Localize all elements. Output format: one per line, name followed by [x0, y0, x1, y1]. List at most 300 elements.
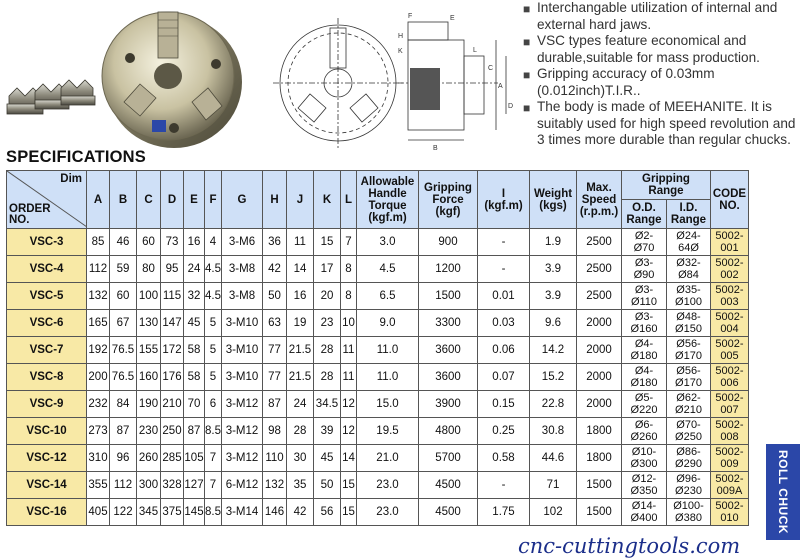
code-range-cell — [711, 418, 749, 445]
cell-force: 4500 — [419, 472, 478, 499]
cell-d: 210 — [161, 391, 184, 418]
square-bullet-icon: ■ — [523, 2, 531, 16]
cell-a: 165 — [87, 310, 110, 337]
col-header-gripping-range — [622, 171, 711, 200]
cell-weight: 15.2 — [530, 364, 577, 391]
cell-torque: 23.0 — [357, 499, 419, 526]
od-line1: Ø12- — [631, 473, 657, 485]
cell-h: 36 — [263, 229, 287, 256]
cell-l: 8 — [341, 256, 357, 283]
square-bullet-icon: ■ — [523, 35, 531, 49]
id-line1: Ø56- — [676, 338, 701, 350]
cell-k: 28 — [314, 337, 341, 364]
code-line1: 5002- — [715, 500, 744, 512]
od-range-cell — [622, 229, 667, 256]
cell-l: 14 — [341, 445, 357, 472]
cell-speed: 2000 — [577, 337, 622, 364]
order-no-cell: VSC-7 — [7, 337, 87, 364]
col-header-e: E — [184, 171, 205, 229]
table-row — [7, 229, 749, 256]
code-line1: 5002- — [715, 338, 744, 350]
cell-e: 24 — [184, 256, 205, 283]
cell-j: 19 — [287, 310, 314, 337]
cell-weight: 44.6 — [530, 445, 577, 472]
cell-force: 1500 — [419, 283, 478, 310]
cell-g: 3-M10 — [222, 310, 263, 337]
order-no-cell: VSC-12 — [7, 445, 87, 472]
code-line2: 007 — [720, 404, 739, 416]
order-no-cell: VSC-14 — [7, 472, 87, 499]
cell-g: 6-M12 — [222, 472, 263, 499]
cell-g: 3-M14 — [222, 499, 263, 526]
cell-inertia: 0.25 — [478, 418, 530, 445]
id-range-cell — [667, 256, 711, 283]
col-header-b: B — [110, 171, 137, 229]
code-range-cell — [711, 391, 749, 418]
cell-b: 122 — [110, 499, 137, 526]
cell-f: 4.5 — [205, 256, 222, 283]
dim-label-k: K — [398, 48, 403, 55]
cell-f: 7 — [205, 445, 222, 472]
cell-d: 73 — [161, 229, 184, 256]
specifications-table — [6, 170, 749, 526]
cell-c: 160 — [137, 364, 161, 391]
cell-f: 8.5 — [205, 499, 222, 526]
col-header-l: L — [341, 171, 357, 229]
cell-l: 10 — [341, 310, 357, 337]
code-line2: 009A — [716, 485, 743, 497]
cell-f: 8.5 — [205, 418, 222, 445]
id-line1: Ø96- — [676, 473, 701, 485]
order-no-cell: VSC-5 — [7, 283, 87, 310]
od-line1: Ø10- — [631, 446, 657, 458]
od-line2: Ø180 — [630, 377, 658, 389]
cell-f: 6 — [205, 391, 222, 418]
code-line2: 005 — [720, 350, 739, 362]
col-header-inertia — [478, 171, 530, 229]
feature-text: Interchangable utilization of internal and external hard jaws. — [537, 0, 778, 32]
order-no-cell: VSC-4 — [7, 256, 87, 283]
cell-speed: 2000 — [577, 364, 622, 391]
id-line1: Ø35- — [676, 284, 701, 296]
od-line2: Ø110 — [630, 296, 658, 308]
cell-e: 70 — [184, 391, 205, 418]
id-range-cell — [667, 445, 711, 472]
cell-force: 3300 — [419, 310, 478, 337]
order-no-cell: VSC-6 — [7, 310, 87, 337]
cell-j: 24 — [287, 391, 314, 418]
cell-g: 3-M8 — [222, 283, 263, 310]
cell-l: 7 — [341, 229, 357, 256]
col-header-od-range — [622, 200, 667, 229]
cell-a: 405 — [87, 499, 110, 526]
cell-h: 98 — [263, 418, 287, 445]
cell-torque: 21.0 — [357, 445, 419, 472]
cell-j: 30 — [287, 445, 314, 472]
cell-inertia: - — [478, 229, 530, 256]
code-line2: 008 — [720, 431, 739, 443]
id-line2: Ø170 — [675, 350, 702, 362]
table-row — [7, 337, 749, 364]
cell-e: 32 — [184, 283, 205, 310]
cell-d: 328 — [161, 472, 184, 499]
cell-a: 112 — [87, 256, 110, 283]
id-line1: Ø70- — [676, 419, 701, 431]
torque-line4: (kgf.m) — [368, 211, 407, 224]
code-line2: 002 — [720, 269, 739, 281]
weight-line1: Weight — [533, 187, 573, 200]
cell-l: 15 — [341, 499, 357, 526]
feature-item — [520, 33, 798, 66]
col-header-g: G — [222, 171, 263, 229]
cell-force: 3900 — [419, 391, 478, 418]
cell-j: 35 — [287, 472, 314, 499]
cell-a: 232 — [87, 391, 110, 418]
code-line1: 5002- — [715, 473, 744, 485]
code-line2: 001 — [720, 242, 739, 254]
code-range-cell — [711, 229, 749, 256]
cell-j: 16 — [287, 283, 314, 310]
cell-speed: 2000 — [577, 310, 622, 337]
cell-weight: 9.6 — [530, 310, 577, 337]
cell-j: 21.5 — [287, 337, 314, 364]
cell-inertia: 0.07 — [478, 364, 530, 391]
col-header-c: C — [137, 171, 161, 229]
cell-force: 900 — [419, 229, 478, 256]
order-no-cell: VSC-9 — [7, 391, 87, 418]
cell-k: 45 — [314, 445, 341, 472]
id-line1: Ø56- — [676, 365, 701, 377]
col-header-h: H — [263, 171, 287, 229]
od-range-cell — [622, 418, 667, 445]
speed-line2: Speed — [581, 193, 617, 206]
cell-weight: 1.9 — [530, 229, 577, 256]
id-line2: Ø100 — [675, 296, 702, 308]
od-line2: Range — [626, 214, 662, 226]
od-line2: Ø90 — [633, 269, 655, 281]
id-range-cell — [667, 229, 711, 256]
od-range-cell — [622, 256, 667, 283]
inertia-line2: (kgf.m) — [484, 199, 523, 212]
code-line1: 5002- — [715, 257, 744, 269]
code-line1: 5002- — [715, 419, 744, 431]
feature-text: Gripping accuracy of 0.03mm (0.012inch)T.I.R.. — [537, 66, 715, 98]
cell-h: 42 — [263, 256, 287, 283]
cell-force: 1200 — [419, 256, 478, 283]
table-row — [7, 283, 749, 310]
product-illustrations — [0, 0, 515, 165]
cell-c: 155 — [137, 337, 161, 364]
col-header-j: J — [287, 171, 314, 229]
code-range-cell — [711, 256, 749, 283]
specifications-title: SPECIFICATIONS — [6, 148, 147, 166]
specifications-body — [7, 229, 749, 526]
cell-weight: 14.2 — [530, 337, 577, 364]
cell-speed: 1500 — [577, 472, 622, 499]
cell-inertia: - — [478, 256, 530, 283]
id-range-cell — [667, 418, 711, 445]
cell-torque: 11.0 — [357, 364, 419, 391]
col-header-speed — [577, 171, 622, 229]
col-header-torque — [357, 171, 419, 229]
technical-drawing — [268, 8, 513, 158]
od-line1: Ø3- — [634, 257, 654, 269]
cell-k: 23 — [314, 310, 341, 337]
cell-c: 130 — [137, 310, 161, 337]
cell-speed: 1500 — [577, 499, 622, 526]
code-line1: 5002- — [715, 230, 744, 242]
feature-list — [520, 0, 798, 149]
dim-label-l: L — [473, 47, 477, 54]
id-line1: Ø86- — [676, 446, 701, 458]
od-line1: Ø3- — [634, 284, 654, 296]
cell-e: 87 — [184, 418, 205, 445]
cell-inertia: 0.15 — [478, 391, 530, 418]
cell-torque: 15.0 — [357, 391, 419, 418]
dim-label-a: A — [498, 83, 503, 90]
speed-line3: (r.p.m.) — [579, 205, 619, 218]
cell-h: 77 — [263, 337, 287, 364]
dim-label-b: B — [433, 145, 438, 152]
cell-k: 28 — [314, 364, 341, 391]
feature-text: VSC types feature economical and durable,suitable for mass production. — [537, 33, 760, 65]
cell-f: 5 — [205, 337, 222, 364]
table-row — [7, 391, 749, 418]
code-range-cell — [711, 337, 749, 364]
weight-line2: (kgs) — [539, 199, 567, 212]
cell-e: 58 — [184, 364, 205, 391]
id-line1: Ø24- — [676, 230, 701, 242]
cell-weight: 3.9 — [530, 256, 577, 283]
cell-b: 87 — [110, 418, 137, 445]
force-line3: (kgf) — [435, 205, 461, 218]
cell-d: 95 — [161, 256, 184, 283]
dim-label-e: E — [450, 15, 455, 22]
od-line2: Ø220 — [630, 404, 658, 416]
chuck-jaws-image — [5, 66, 100, 118]
cell-j: 11 — [287, 229, 314, 256]
website-url: cnc-cuttingtools.com — [518, 534, 741, 558]
cell-torque: 23.0 — [357, 472, 419, 499]
cell-c: 60 — [137, 229, 161, 256]
feature-item — [520, 0, 798, 33]
cell-k: 34.5 — [314, 391, 341, 418]
cell-f: 4.5 — [205, 283, 222, 310]
cell-d: 172 — [161, 337, 184, 364]
square-bullet-icon: ■ — [523, 101, 531, 115]
table-row — [7, 256, 749, 283]
cell-torque: 3.0 — [357, 229, 419, 256]
id-line2: Ø250 — [675, 431, 702, 443]
code-range-cell — [711, 499, 749, 526]
cell-c: 230 — [137, 418, 161, 445]
code-line2: 004 — [720, 323, 739, 335]
cell-speed: 2000 — [577, 391, 622, 418]
id-range-cell — [667, 283, 711, 310]
id-line2: 64Ø — [678, 242, 699, 254]
cell-j: 28 — [287, 418, 314, 445]
od-range-cell — [622, 337, 667, 364]
cell-force: 5700 — [419, 445, 478, 472]
id-line1: I.D. — [679, 202, 698, 214]
cell-torque: 9.0 — [357, 310, 419, 337]
cell-h: 110 — [263, 445, 287, 472]
cell-b: 59 — [110, 256, 137, 283]
cell-c: 80 — [137, 256, 161, 283]
cell-j: 14 — [287, 256, 314, 283]
cell-e: 16 — [184, 229, 205, 256]
id-line1: Ø48- — [676, 311, 701, 323]
id-range-cell — [667, 364, 711, 391]
dim-label-f: F — [408, 13, 413, 20]
three-jaw-chuck-image — [96, 2, 246, 152]
cell-c: 345 — [137, 499, 161, 526]
od-range-cell — [622, 283, 667, 310]
cell-force: 3600 — [419, 337, 478, 364]
od-line1: Ø4- — [634, 338, 654, 350]
id-line2: Ø210 — [675, 404, 702, 416]
square-bullet-icon: ■ — [523, 68, 531, 82]
od-line2: Ø70 — [633, 242, 655, 254]
cell-d: 147 — [161, 310, 184, 337]
cell-weight: 71 — [530, 472, 577, 499]
cell-g: 3-M8 — [222, 256, 263, 283]
cell-inertia: 0.03 — [478, 310, 530, 337]
id-range-cell — [667, 310, 711, 337]
cell-inertia: 1.75 — [478, 499, 530, 526]
code-line2: NO. — [719, 199, 740, 212]
cell-c: 190 — [137, 391, 161, 418]
cell-h: 132 — [263, 472, 287, 499]
cell-torque: 19.5 — [357, 418, 419, 445]
cell-force: 4500 — [419, 499, 478, 526]
od-line1: O.D. — [632, 202, 656, 214]
cell-g: 3-M12 — [222, 445, 263, 472]
col-header-d: D — [161, 171, 184, 229]
cell-c: 260 — [137, 445, 161, 472]
cell-speed: 1800 — [577, 445, 622, 472]
cell-d: 176 — [161, 364, 184, 391]
code-line2: 003 — [720, 296, 739, 308]
cell-c: 300 — [137, 472, 161, 499]
od-range-cell — [622, 391, 667, 418]
od-line2: Ø180 — [630, 350, 658, 362]
category-label: ROLL CHUCK — [776, 449, 790, 535]
cell-torque: 4.5 — [357, 256, 419, 283]
code-range-cell — [711, 445, 749, 472]
cell-weight: 30.8 — [530, 418, 577, 445]
id-range-cell — [667, 472, 711, 499]
col-header-id-range — [667, 200, 711, 229]
id-line2: Ø380 — [675, 512, 702, 524]
cell-weight: 3.9 — [530, 283, 577, 310]
cell-e: 145 — [184, 499, 205, 526]
od-line1: Ø2- — [634, 230, 654, 242]
cell-l: 11 — [341, 364, 357, 391]
code-line1: 5002- — [715, 311, 744, 323]
col-header-force — [419, 171, 478, 229]
cell-inertia: 0.06 — [478, 337, 530, 364]
code-line2: 010 — [720, 512, 739, 524]
order-no-cell: VSC-3 — [7, 229, 87, 256]
range-line1: Gripping — [642, 173, 690, 185]
cell-a: 200 — [87, 364, 110, 391]
cell-k: 20 — [314, 283, 341, 310]
cell-h: 50 — [263, 283, 287, 310]
order-no-cell: VSC-10 — [7, 418, 87, 445]
id-line2: Range — [670, 214, 707, 226]
code-line1: 5002- — [715, 446, 744, 458]
od-range-cell — [622, 445, 667, 472]
cell-l: 11 — [341, 337, 357, 364]
table-row — [7, 472, 749, 499]
col-header-code — [711, 171, 749, 229]
code-range-cell — [711, 310, 749, 337]
code-line2: 006 — [720, 377, 739, 389]
od-line2: Ø260 — [630, 431, 658, 443]
id-line2: Ø84 — [678, 269, 699, 281]
od-line1: Ø14- — [631, 500, 657, 512]
cell-f: 5 — [205, 364, 222, 391]
cell-weight: 102 — [530, 499, 577, 526]
cell-l: 8 — [341, 283, 357, 310]
feature-text: The body is made of MEEHANITE. It is suitably used for high speed revolution and 3 times more durable than regular chucks. — [537, 99, 796, 147]
order-header-line1: ORDER — [9, 203, 51, 215]
col-header-a: A — [87, 171, 110, 229]
cell-speed: 2500 — [577, 229, 622, 256]
od-range-cell — [622, 364, 667, 391]
od-line1: Ø6- — [634, 419, 654, 431]
col-header-k: K — [314, 171, 341, 229]
cell-inertia: 0.58 — [478, 445, 530, 472]
cell-e: 105 — [184, 445, 205, 472]
force-line2: Force — [432, 193, 464, 206]
od-line2: Ø160 — [630, 323, 658, 335]
id-line2: Ø290 — [675, 458, 702, 470]
cell-f: 7 — [205, 472, 222, 499]
od-range-cell — [622, 499, 667, 526]
table-row — [7, 499, 749, 526]
cell-inertia: - — [478, 472, 530, 499]
cell-inertia: 0.01 — [478, 283, 530, 310]
code-range-cell — [711, 364, 749, 391]
dim-label-d: D — [508, 103, 513, 110]
code-line1: 5002- — [715, 284, 744, 296]
id-range-cell — [667, 391, 711, 418]
od-line1: Ø5- — [634, 392, 654, 404]
id-line1: Ø62- — [676, 392, 701, 404]
order-no-cell: VSC-16 — [7, 499, 87, 526]
cell-weight: 22.8 — [530, 391, 577, 418]
cell-g: 3-M6 — [222, 229, 263, 256]
table-row — [7, 364, 749, 391]
cell-k: 17 — [314, 256, 341, 283]
cell-g: 3-M12 — [222, 418, 263, 445]
id-range-cell — [667, 499, 711, 526]
cell-a: 310 — [87, 445, 110, 472]
cell-e: 58 — [184, 337, 205, 364]
feature-item — [520, 66, 798, 99]
dim-header: Dim — [60, 173, 82, 185]
od-line1: Ø3- — [634, 311, 654, 323]
cell-speed: 1800 — [577, 418, 622, 445]
torque-line2: Handle — [368, 187, 407, 200]
cell-e: 45 — [184, 310, 205, 337]
cell-speed: 2500 — [577, 283, 622, 310]
inertia-line1: I — [501, 187, 506, 200]
cell-c: 100 — [137, 283, 161, 310]
cell-a: 132 — [87, 283, 110, 310]
